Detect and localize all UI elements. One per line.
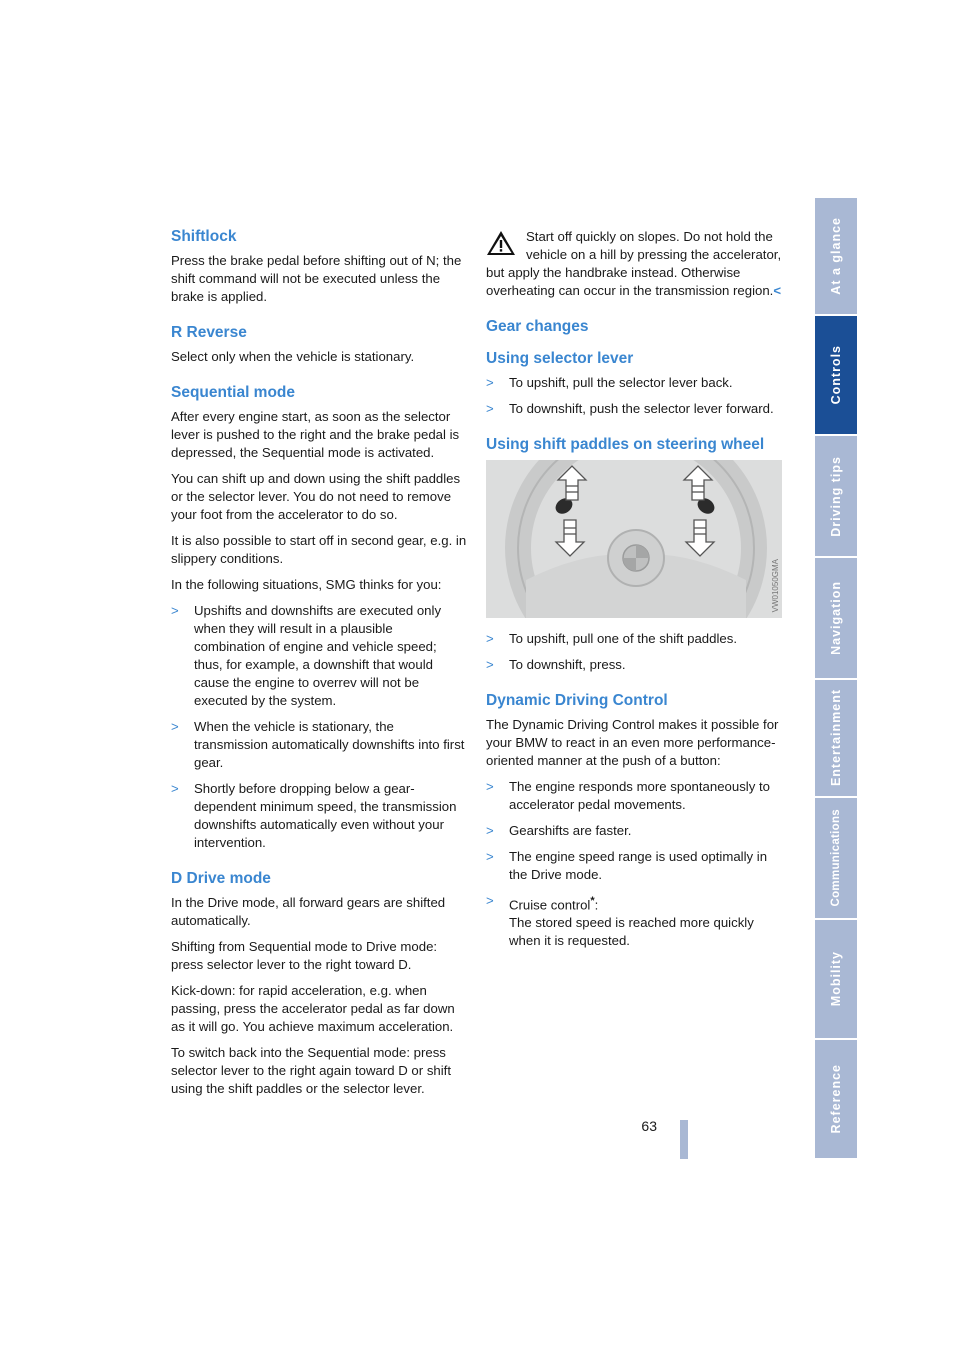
list-item [486, 822, 782, 840]
figure-code: VW01050GMA [771, 558, 780, 612]
tab-at-a-glance[interactable] [815, 198, 857, 316]
list-item [486, 892, 782, 950]
bullet-marker: > [486, 779, 494, 794]
heading-shift-paddles: Using shift paddles on steering wheel [486, 436, 765, 453]
paragraph: Shifting from Sequential mode to Drive mode: press selector lever to the right toward D. [171, 939, 438, 972]
heading-shiftlock: Shiftlock [171, 228, 237, 245]
paragraph: Kick-down: for rapid acceleration, e.g. when passing, press the accelerator pedal as far down as it will go. You achieve maximum acceleration. [171, 983, 455, 1034]
bullet-marker: > [486, 893, 494, 908]
warning-note [486, 228, 782, 300]
list-item-text: To upshift, pull one of the shift paddles. [509, 631, 737, 646]
paragraph: In the following situations, SMG thinks for you: [171, 577, 442, 592]
tab-controls[interactable] [815, 316, 857, 436]
paragraph: You can shift up and down using the shift paddles or the selector lever. You do not need to remove your foot from the accelerator to do so. [171, 471, 461, 522]
paragraph: In the Drive mode, all forward gears are shifted automatically. [171, 895, 446, 928]
list-item-text: Upshifts and downshifts are executed only when they will result in a plausible combination of engine and vehicle speed; thus, for example, a downshift that would cause the engine to overrev will not be executed by the system. [194, 603, 442, 708]
cruise-text: The stored speed is reached more quickly when it is requested. [509, 915, 754, 949]
paragraph: Press the brake pedal before shifting out of N; the shift command will not be executed unless the brake is applied. [171, 253, 462, 304]
list-item [486, 374, 782, 392]
paragraph: Select only when the vehicle is stationary. [171, 349, 415, 364]
tab-entertainment[interactable] [815, 680, 857, 798]
list-item-text: To downshift, push the selector lever forward. [509, 401, 774, 416]
heading-ddc: Dynamic Driving Control [486, 692, 668, 709]
section-shiftlock [171, 228, 467, 306]
left-column [171, 228, 467, 1116]
tab-label: Driving tips [829, 455, 843, 537]
tab-mobility[interactable] [815, 920, 857, 1040]
paddles-list [486, 630, 782, 674]
list-item [486, 630, 782, 648]
bullet-marker: > [486, 849, 494, 864]
steering-wheel-figure [486, 460, 782, 618]
bullet-marker: > [486, 631, 494, 646]
heading-gear-changes: Gear changes [486, 318, 589, 335]
bullet-marker: > [486, 657, 494, 672]
bullet-marker: > [171, 781, 179, 796]
selector-list [486, 374, 782, 418]
list-item-text: To downshift, press. [509, 657, 626, 672]
bullet-marker: > [486, 401, 494, 416]
tab-navigation[interactable] [815, 558, 857, 680]
tab-label: Entertainment [829, 689, 843, 787]
bullet-marker: > [486, 823, 494, 838]
warning-text: Start off quickly on slopes. Do not hold the vehicle on a hill by pressing the accelerator, but apply the handbrake instead. Otherwise overheating can occur in the transmission region. [486, 229, 782, 298]
list-item-text: The engine speed range is used optimally in the Drive mode. [509, 849, 768, 882]
cruise-colon: : [594, 897, 599, 913]
paragraph: The Dynamic Driving Control makes it possible for your BMW to react in an even more performance-oriented manner at the push of a button: [486, 717, 779, 768]
section-reverse [171, 324, 467, 366]
list-item [171, 780, 467, 852]
list-item [171, 602, 467, 710]
bullet-marker: > [486, 375, 494, 390]
option-star: * [590, 895, 595, 907]
paragraph: After every engine start, as soon as the selector lever is pushed to the right and the brake pedal is depressed, the Sequential mode is activated. [171, 409, 460, 460]
tab-label: Navigation [829, 581, 843, 655]
warning-paragraph [486, 228, 782, 300]
section-ddc [486, 692, 782, 950]
list-item [486, 848, 782, 884]
section-shift-paddles [486, 436, 782, 674]
list-item [486, 656, 782, 674]
tab-reference[interactable] [815, 1040, 857, 1160]
heading-selector-lever: Using selector lever [486, 350, 634, 367]
list-item-text: To upshift, pull the selector lever back. [509, 375, 733, 390]
steering-wheel-illustration [486, 460, 782, 618]
tab-label: Communications [830, 809, 842, 907]
paragraph: To switch back into the Sequential mode: press selector lever to the right again toward D or shift using the shift paddles or the selector lever. [171, 1045, 452, 1096]
list-item-text: The engine responds more spontaneously to accelerator pedal movements. [509, 779, 770, 812]
end-mark: < [773, 283, 782, 298]
paragraph: It is also possible to start off in second gear, e.g. in slippery conditions. [171, 533, 467, 566]
list-item [486, 400, 782, 418]
bullet-marker: > [171, 603, 179, 618]
list-item [486, 778, 782, 814]
heading-drive: D Drive mode [171, 870, 271, 887]
heading-reverse: R Reverse [171, 324, 247, 341]
page-number: 63 [641, 1118, 657, 1134]
cruise-label: Cruise control [509, 897, 591, 913]
tab-driving-tips[interactable] [815, 436, 857, 558]
ddc-list [486, 778, 782, 950]
tab-label: Mobility [829, 951, 843, 1007]
section-drive [171, 870, 467, 1098]
warning-icon [486, 230, 516, 256]
section-sequential [171, 384, 467, 852]
section-selector-lever [486, 350, 782, 418]
list-item-text: Gearshifts are faster. [509, 823, 632, 838]
tab-label: At a glance [829, 217, 843, 295]
chapter-tabs [815, 198, 857, 1160]
right-column [486, 228, 782, 968]
list-item [171, 718, 467, 772]
sequential-list [171, 602, 467, 852]
tab-label: Controls [829, 345, 843, 405]
tab-label: Reference [829, 1064, 843, 1134]
page-marker-bar [680, 1120, 688, 1159]
list-item-text: When the vehicle is stationary, the transmission automatically downshifts into first gear. [194, 719, 465, 770]
tab-communications[interactable] [815, 798, 857, 920]
heading-sequential: Sequential mode [171, 384, 296, 401]
list-item-text: Shortly before dropping below a gear-dependent minimum speed, the transmission downshifts automatically even without your intervention. [194, 781, 457, 850]
bullet-marker: > [171, 719, 179, 734]
